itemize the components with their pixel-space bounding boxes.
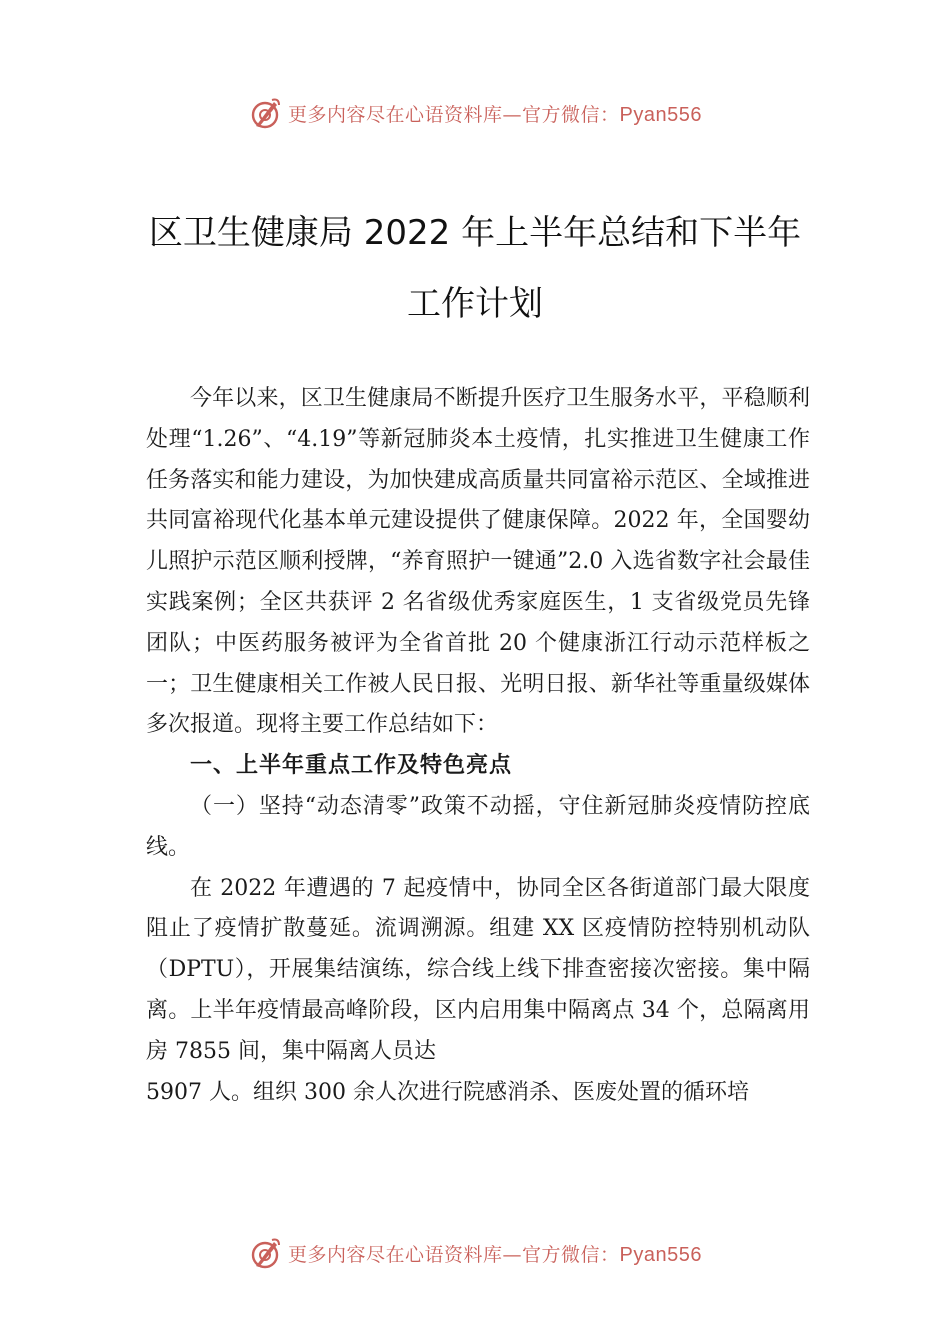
wechat-id: Pyan556 [619, 1243, 702, 1266]
banner-slogan: 更多内容尽在心语资料库—官方微信： [288, 1243, 620, 1266]
feather-pen-logo-icon [248, 96, 282, 130]
header-banner [0, 93, 950, 133]
banner-slogan: 更多内容尽在心语资料库—官方微信： [288, 103, 620, 126]
banner-text [288, 100, 702, 127]
footer-banner [0, 1233, 950, 1273]
feather-pen-logo-icon [248, 1236, 282, 1270]
section-heading-1: 一、上半年重点工作及特色亮点 [190, 753, 513, 779]
body-paragraph-3: 5907 人。组织 300 余人次进行院感消杀、医废处置的循环培 [146, 1079, 749, 1105]
body-paragraph-2: 在 2022 年遭遇的 7 起疫情中，协同全区各街道部门最大限度阻止了疫情扩散蔓延。流调溯源。组建 XX 区疫情防控特别机动队（DPTU），开展集结演练，综合线上线下排查密接次密接。集中隔离。上半年疫情最高峰阶段，区内启用集中隔离点 34 个，总隔离用房 7855 间，集中隔离人员达 [146, 875, 810, 1064]
document-body [146, 379, 810, 1113]
page-title-line-2: 工作计划 [407, 284, 543, 324]
page-title-line-1: 区卫生健康局 2022 年上半年总结和下半年 [148, 213, 802, 253]
banner-text [288, 1240, 702, 1267]
subsection-heading-1: （一）坚持“动态清零”政策不动摇，守住新冠肺炎疫情防控底线。 [146, 793, 810, 860]
intro-paragraph: 今年以来，区卫生健康局不断提升医疗卫生服务水平，平稳顺利处理“1.26”、“4.19”等新冠肺炎本土疫情，扎实推进卫生健康工作任务落实和能力建设，为加快建成高质量共同富裕示范区、全域推进共同富裕现代化基本单元建设提供了健康保障。2022 年，全国婴幼儿照护示范区顺利授牌，“养育照护一键通”2.0 入选省数字社会最佳实践案例；全区共获评 2 名省级优秀家庭医生，1 支省级党员先锋团队；中医药服务被评为全省首批 20 个健康浙江行动示范样板之一；卫生健康相关工作被人民日报、光明日报、新华社等重量级媒体多次报道。现将主要工作总结如下： [146, 386, 810, 738]
wechat-id: Pyan556 [619, 103, 702, 126]
